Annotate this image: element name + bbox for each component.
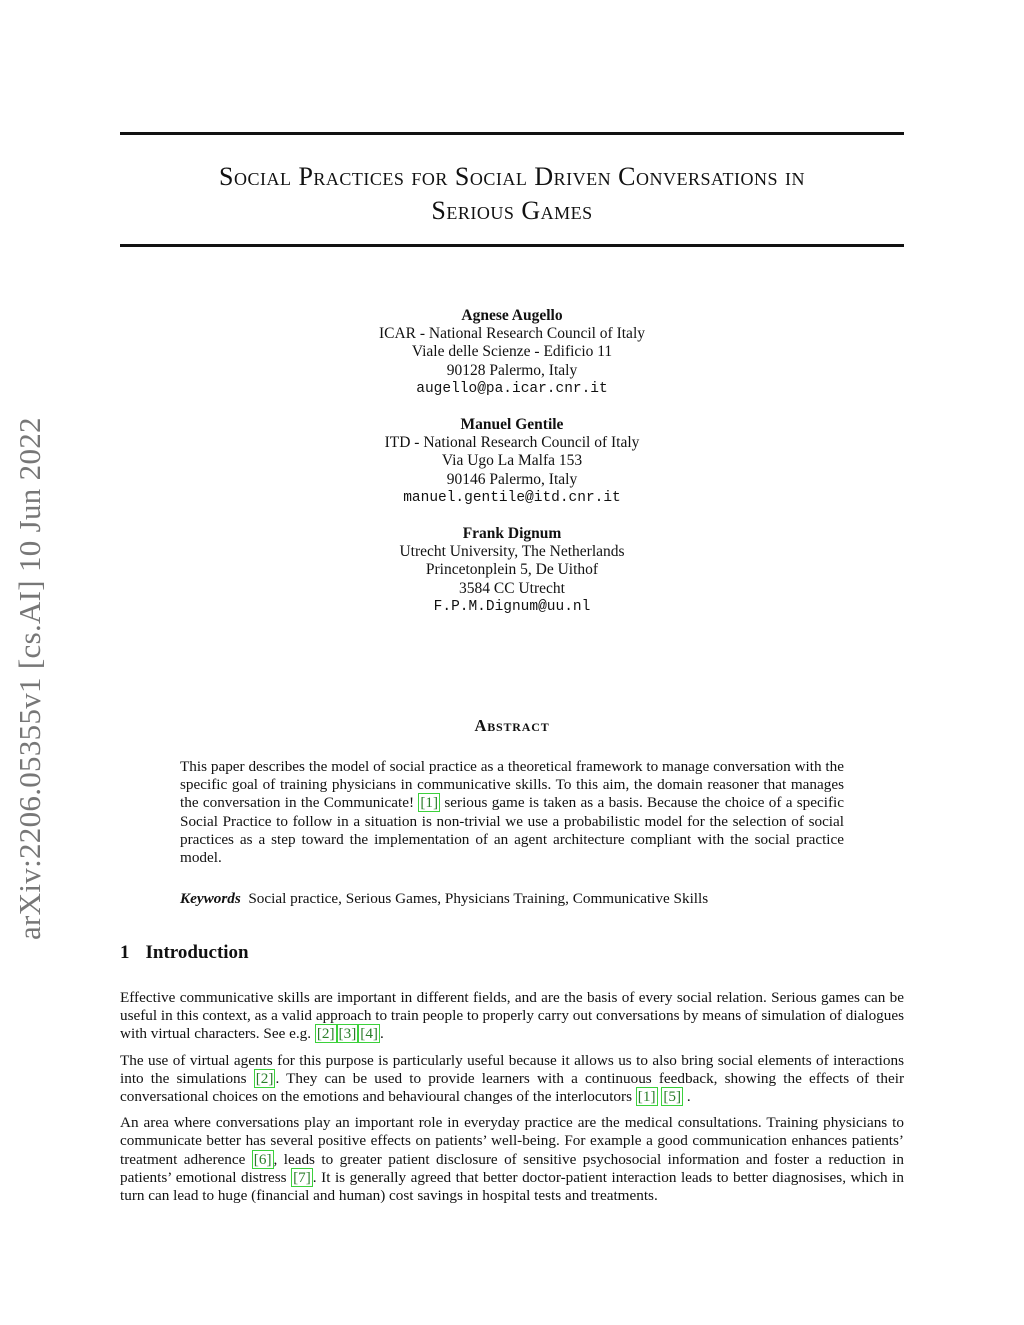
title-line-1: Social Practices for Social Driven Conversations in — [218, 162, 805, 191]
author-email[interactable]: manuel.gentile@itd.cnr.it — [403, 489, 621, 506]
author-email[interactable]: augello@pa.icar.cnr.it — [416, 380, 608, 397]
paragraph — [120, 1052, 904, 1107]
author-address-line: 90128 Palermo, Italy — [446, 361, 578, 379]
author-address-line: Princetonplein 5, De Uithof — [425, 561, 599, 579]
keywords-label: Keywords — [180, 890, 241, 907]
title-top-rule — [120, 132, 904, 135]
author-affiliation: ICAR - National Research Council of Italy — [378, 325, 645, 343]
abstract-text — [180, 758, 844, 867]
section-title: Introduction — [145, 942, 249, 963]
paragraph — [120, 1114, 904, 1205]
abstract-heading: Abstract — [474, 716, 550, 735]
keywords-text: Social practice, Serious Games, Physicians Training, Communicative Skills — [248, 890, 709, 907]
author-name: Manuel Gentile — [460, 416, 564, 434]
section-heading — [120, 942, 249, 964]
keywords-line — [180, 890, 844, 908]
author-address-line: Via Ugo La Malfa 153 — [441, 452, 583, 470]
citation-link[interactable]: [1] — [637, 1088, 656, 1106]
arxiv-side-identifier: arXiv:2206.05355v1 [cs.AI] 10 Jun 2022 — [12, 417, 47, 940]
author-block — [262, 307, 762, 398]
author-email[interactable]: F.P.M.Dignum@uu.nl — [433, 598, 591, 615]
paragraph-text: . — [683, 1088, 691, 1106]
paragraph — [120, 989, 904, 1044]
author-name: Frank Dignum — [462, 525, 562, 543]
abstract-text-part: serious game is taken as a basis. Because the choice of a specific Social Practice to follow in a situation is non-trivial we use a probabilistic model for the selection of social practices as a step toward the implementation of an agent architecture compliant with the social practice model. — [180, 794, 844, 867]
author-address-line: 90146 Palermo, Italy — [446, 470, 578, 488]
paragraph-text: An area where conversations play an important role in everyday practice are the medical consultations. Training physicians to communicate better has several positive effects on patients’ well-being. For example a good communication enhances patients’ treatment adherence — [120, 1114, 904, 1168]
citation-link[interactable]: [2] — [255, 1069, 274, 1087]
paragraph-text: . It is generally agreed that better doctor-patient interaction leads to better diagnosises, which in turn can lead to huge (financial and human) cost savings in hospital tests and treatments. — [120, 1168, 904, 1205]
citation-link[interactable]: [4] — [360, 1025, 378, 1043]
author-affiliation: ITD - National Research Council of Italy — [384, 434, 640, 452]
author-address-line: 3584 CC Utrecht — [459, 579, 565, 597]
citation-link[interactable]: [1] — [420, 794, 439, 812]
paragraph-text: The use of virtual agents for this purpose is particularly useful because it allows us to also bring social elements of interactions into the simulations — [120, 1051, 904, 1087]
author-block — [262, 525, 762, 616]
paragraph-text: . They can be used to provide learners with a continuous feedback, showing the effects of their conversational choices on the emotions and behavioural changes of the interlocutors — [120, 1069, 904, 1106]
title-bottom-rule — [120, 244, 904, 247]
citation-link[interactable]: [2] — [316, 1025, 335, 1043]
author-name: Agnese Augello — [461, 307, 563, 324]
section-body — [120, 989, 904, 1213]
paragraph-text: Effective communicative skills are important in different fields, and are the basis of every social relation. Serious games can be useful in this context, as a valid approach to train people to properly carry out conversations by means of simulation of dialogues with virtual characters. See e.g. — [120, 989, 904, 1043]
citation-link[interactable]: [3] — [338, 1025, 357, 1043]
author-affiliation: Utrecht University, The Netherlands — [399, 543, 625, 561]
paragraph-text: , leads to greater patient disclosure of sensitive psychosocial information and foster a reduction in patients’ emotional distress — [120, 1150, 905, 1186]
title-line-2: Serious Games — [431, 196, 593, 225]
citation-link[interactable]: [6] — [253, 1150, 272, 1168]
author-address-line: Viale delle Scienze - Edificio 11 — [411, 343, 613, 361]
section-number: 1 — [120, 942, 130, 963]
paragraph-text: . — [379, 1025, 384, 1043]
paper-title — [120, 160, 904, 228]
author-list — [262, 307, 762, 634]
citation-link[interactable]: [5] — [663, 1088, 682, 1106]
author-block — [262, 416, 762, 507]
citation-link[interactable]: [7] — [293, 1168, 311, 1186]
abstract-text-part: This paper describes the model of social practice as a theoretical framework to manage conversation with the specific goal of training physicians in communicative skills. To this aim, the domain reasoner that manages the conversation in the Communicate! — [180, 758, 844, 812]
